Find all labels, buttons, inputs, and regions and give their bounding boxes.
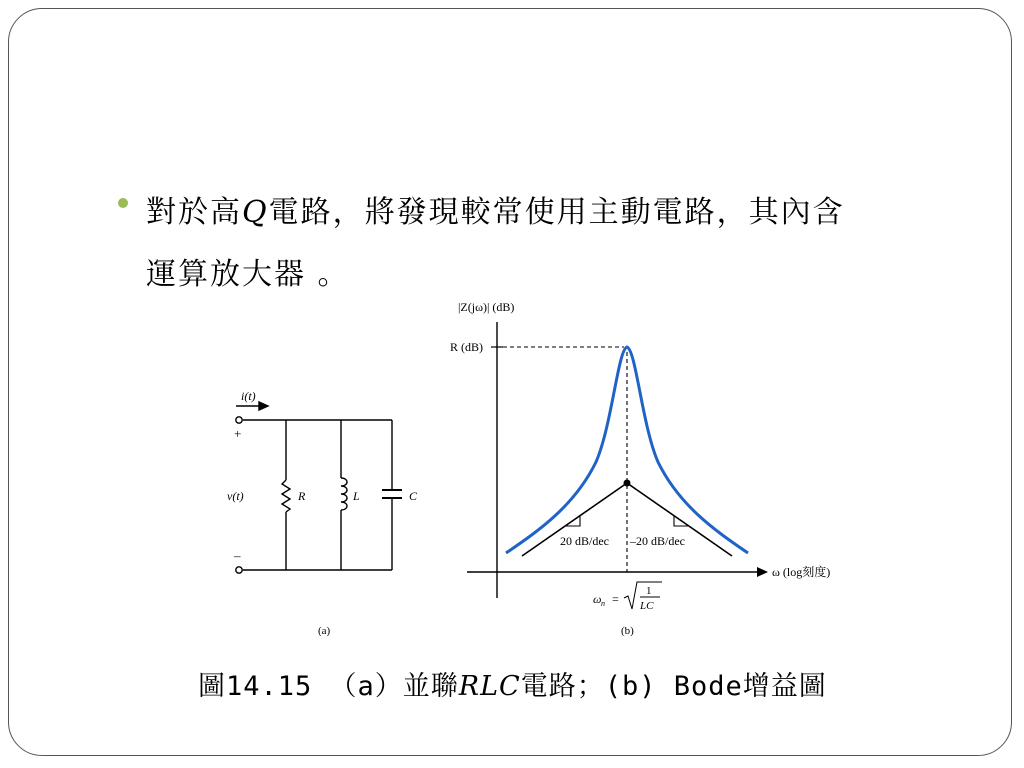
capacitor-label: C <box>409 489 418 503</box>
bullet-line1-a: 對於高 <box>146 195 242 230</box>
resistor-label: R <box>298 489 306 503</box>
subfigure-a-label: (a) <box>318 625 331 637</box>
top-terminal-icon <box>236 417 242 423</box>
left-slope-label: 20 dB/dec <box>560 534 609 548</box>
voltage-label: v(t) <box>227 489 244 503</box>
y-axis-label: |Z(jω)| (dB) <box>458 300 515 314</box>
bottom-terminal-icon <box>236 567 242 573</box>
fraction-denominator: LC <box>640 600 654 612</box>
omega-n-subscript: n <box>601 599 605 608</box>
minus-sign: – <box>234 548 241 563</box>
plus-sign: + <box>234 426 242 441</box>
caption-prefix: 圖14.15 （a）並聯 <box>198 671 459 702</box>
omega-n-equals: = <box>612 592 619 606</box>
circuit-labels <box>227 389 418 637</box>
omega-n-symbol: ω <box>593 592 602 606</box>
caption-suffix: 電路；(b) Bode增益圖 <box>520 671 827 702</box>
x-axis-arrow-icon <box>757 567 768 577</box>
x-axis-label: ω (log刻度) <box>772 565 831 579</box>
current-label: i(t) <box>241 389 256 403</box>
caption-rlc: RLC <box>458 671 521 702</box>
figure-caption <box>198 664 898 703</box>
resistor-icon <box>282 480 290 512</box>
peak-label: R (dB) <box>450 340 483 354</box>
fraction-numerator: 1 <box>646 585 652 597</box>
current-arrow-head-icon <box>259 402 268 410</box>
bullet-line1-q: Q <box>242 195 269 230</box>
subfigure-b-label: (b) <box>621 625 634 637</box>
circuit-diagram <box>236 402 402 573</box>
right-slope-label: –20 dB/dec <box>630 534 685 548</box>
bullet-line2: 運算放大器 。 <box>146 257 350 292</box>
corner-point-icon <box>624 480 631 487</box>
bode-plot <box>467 322 768 598</box>
inductor-label: L <box>353 489 360 503</box>
bullet-line1-b: 電路，將發現較常使用主動電路，其內含 <box>268 195 845 230</box>
bode-labels <box>450 300 830 637</box>
inductor-icon <box>341 478 347 510</box>
